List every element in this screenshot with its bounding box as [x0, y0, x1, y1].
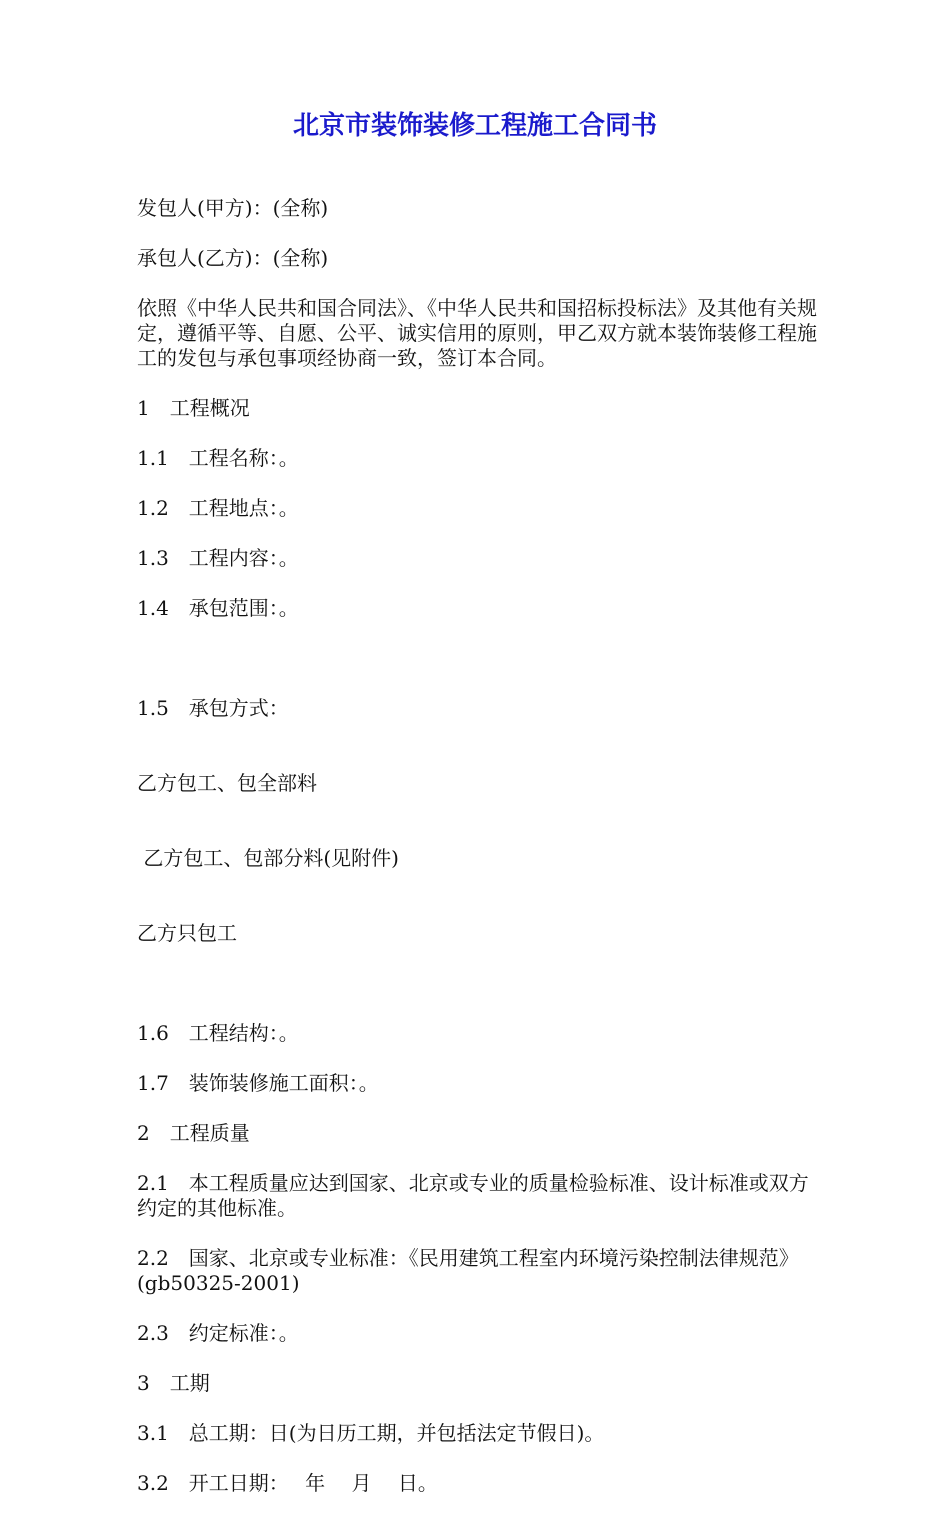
- section-3-heading: 3 工期: [137, 1371, 210, 1395]
- item-2-1: 2.1 本工程质量应达到国家、北京或专业的质量检验标准、设计标准或双方约定的其他标准。: [137, 1171, 809, 1220]
- item-1-7: 1.7 装饰装修施工面积：。: [137, 1071, 379, 1095]
- preamble-paragraph: 依照《中华人民共和国合同法》、《中华人民共和国招标投标法》及其他有关规定，遵循平等、自愿、公平、诚实信用的原则，甲乙双方就本装饰装修工程施工的发包与承包事项经协商一致，签订本合同。: [137, 296, 817, 370]
- item-2-3: 2.3 约定标准：。: [137, 1321, 299, 1345]
- item-3-2: 3.2 开工日期： 年 月 日。: [137, 1471, 438, 1495]
- section-1-heading: 1 工程概况: [137, 396, 250, 420]
- item-1-4: 1.4 承包范围：。: [137, 596, 299, 620]
- document-title: 北京市装饰装修工程施工合同书: [292, 111, 657, 141]
- document-body: [137, 196, 817, 1521]
- item-1-2: 1.2 工程地点：。: [137, 496, 299, 520]
- item-1-5: 1.5 承包方式：: [137, 696, 289, 720]
- party-a-line: 发包人(甲方)：(全称): [137, 196, 329, 220]
- section-2-heading: 2 工程质量: [137, 1121, 250, 1145]
- party-b-line: 承包人(乙方)：(全称): [137, 246, 329, 270]
- contract-option-2: 乙方包工、包部分料(见附件): [137, 846, 399, 870]
- item-3-1: 3.1 总工期：日(为日历工期，并包括法定节假日)。: [137, 1421, 605, 1445]
- contract-option-1: 乙方包工、包全部料: [137, 771, 317, 795]
- item-2-2: 2.2 国家、北京或专业标准：《民用建筑工程室内环境污染控制法律规范》(gb50325-2001): [137, 1246, 799, 1295]
- item-1-1: 1.1 工程名称：。: [137, 446, 299, 470]
- item-1-3: 1.3 工程内容：。: [137, 546, 299, 570]
- item-1-6: 1.6 工程结构：。: [137, 1021, 299, 1045]
- item-1-5-block: [137, 646, 817, 996]
- contract-option-3: 乙方只包工: [137, 921, 237, 945]
